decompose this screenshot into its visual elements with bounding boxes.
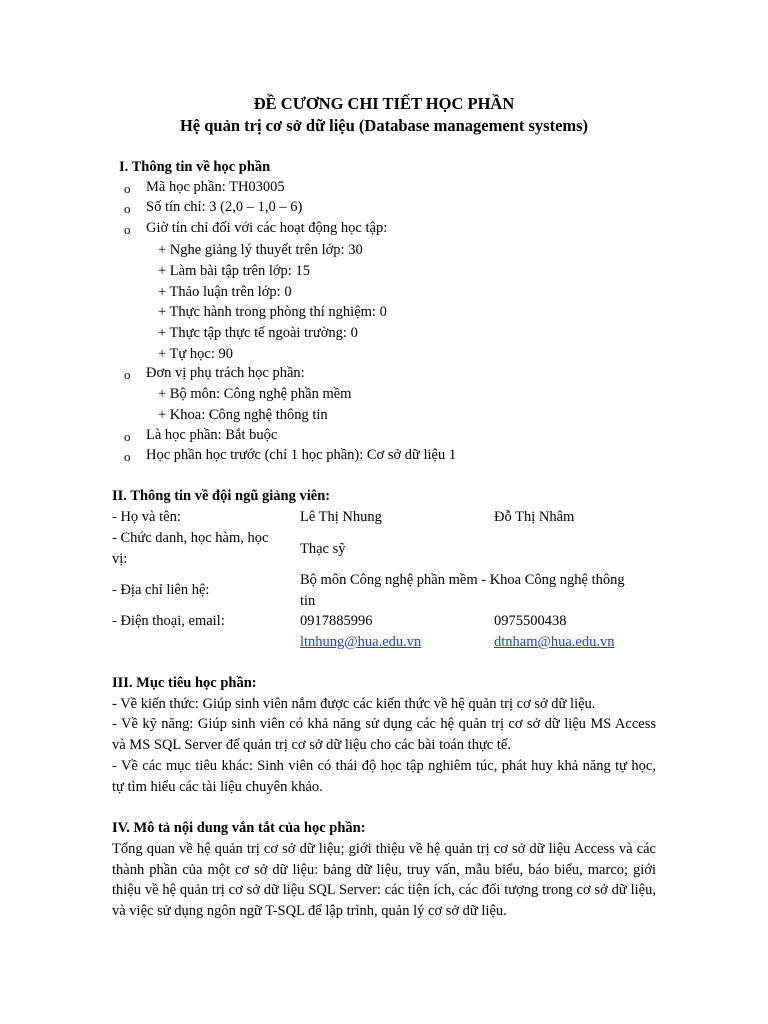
document-title: ĐỀ CƯƠNG CHI TIẾT HỌC PHẦN bbox=[253, 94, 515, 113]
objective-skills: - Về kỹ năng: Giúp sinh viên có khả năng sử dụng các hệ quản trị cơ sở dữ liệu MS Access và MS SQL Server để quản trị cơ sở dữ liệu cho các bài toán thực tế. bbox=[112, 716, 656, 753]
list-item-unit: Đơn vị phụ trách học phần: bbox=[146, 365, 305, 381]
document-subtitle: Hệ quản trị cơ sở dữ liệu (Database management systems) bbox=[179, 116, 589, 135]
lecturer-1-email-link[interactable]: ltnhung@hua.edu.vn bbox=[300, 634, 422, 650]
unit-item: + Khoa: Công nghệ thông tin bbox=[158, 407, 328, 423]
lecturer-1-name: Lê Thị Nhung bbox=[300, 509, 382, 525]
list-item-required: Là học phần: Bắt buộc bbox=[146, 427, 278, 443]
unit-item: + Bộ môn: Công nghệ phần mềm bbox=[158, 386, 352, 402]
lecturer-2-name: Đỗ Thị Nhâm bbox=[494, 509, 575, 525]
bullet-marker: o bbox=[124, 449, 131, 464]
activity-item: + Thực hành trong phòng thí nghiệm: 0 bbox=[158, 304, 387, 320]
bullet-marker: o bbox=[124, 429, 131, 444]
bullet-marker: o bbox=[124, 367, 131, 382]
bullet-marker: o bbox=[124, 222, 131, 237]
activity-item: + Làm bài tập trên lớp: 15 bbox=[158, 263, 310, 279]
list-item-course-code: Mã học phần: TH03005 bbox=[146, 179, 285, 195]
title-label: - Chức danh, học hàm, học bbox=[112, 530, 269, 546]
activity-item: + Thảo luận trên lớp: 0 bbox=[158, 284, 292, 300]
lecturer-1-title: Thạc sỹ bbox=[300, 541, 346, 557]
lecturer-1-phone: 0917885996 bbox=[300, 613, 373, 629]
objective-other: - Về các mục tiêu khác: Sinh viên có thái độ học tập nghiêm túc, phát huy khả năng tự học, tự tìm hiểu các tài liệu chuyên khảo. bbox=[112, 758, 656, 795]
activity-item: + Thực tập thực tế ngoài trường: 0 bbox=[158, 325, 358, 341]
lecturer-2-phone: 0975500438 bbox=[494, 613, 567, 629]
activity-item: + Nghe giảng lý thuyết trên lớp: 30 bbox=[158, 242, 363, 258]
bullet-marker: o bbox=[124, 181, 131, 196]
title-label-cont: vị: bbox=[112, 551, 128, 567]
lecturer-1-address: Bộ môn Công nghệ phần mềm - Khoa Công nghệ thông bbox=[300, 572, 625, 588]
lecturer-2-email-link[interactable]: dtnham@hua.edu.vn bbox=[494, 634, 615, 650]
contact-label: - Điện thoại, email: bbox=[112, 613, 225, 629]
bullet-marker: o bbox=[124, 201, 131, 216]
address-label: - Địa chỉ liên hệ: bbox=[112, 582, 210, 598]
activity-item: + Tự học: 90 bbox=[158, 346, 233, 362]
lecturer-1-address-cont: tin bbox=[300, 593, 316, 609]
section-1-heading: I. Thông tin về học phần bbox=[119, 159, 271, 175]
list-item-prerequisite: Học phần học trước (chỉ 1 học phần): Cơ sở dữ liệu 1 bbox=[146, 447, 457, 463]
objective-knowledge: - Về kiến thức: Giúp sinh viên nắm được các kiến thức về hệ quản trị cơ sở dữ liệu. bbox=[112, 696, 596, 712]
course-description: Tổng quan về hệ quản trị cơ sở dữ liệu; giới thiệu về hệ quản trị cơ sở dữ liệu Access và các thành phần của một cơ sở dữ liệu: bảng dữ liệu, truy vấn, mẫu biểu, báo biểu, marco; giới thiệu về hệ quản trị cơ sở dữ liệu SQL Server: các tiện ích, các đối tượng trong cơ sở dữ liệu, và việc sử dụng ngôn ngữ T-SQL để lập trình, quản lý cơ sở dữ liệu. bbox=[112, 841, 656, 919]
list-item-credit-hours: Giờ tín chỉ đối với các hoạt động học tập: bbox=[146, 220, 388, 236]
section-3-heading: III. Mục tiêu học phần: bbox=[112, 675, 257, 691]
section-2-heading: II. Thông tin về đội ngũ giảng viên: bbox=[112, 488, 331, 504]
list-item-credits: Số tín chỉ: 3 (2,0 – 1,0 – 6) bbox=[146, 199, 303, 215]
name-label: - Họ và tên: bbox=[112, 509, 181, 525]
section-4-heading: IV. Mô tả nội dung vắn tắt của học phần: bbox=[112, 820, 366, 836]
